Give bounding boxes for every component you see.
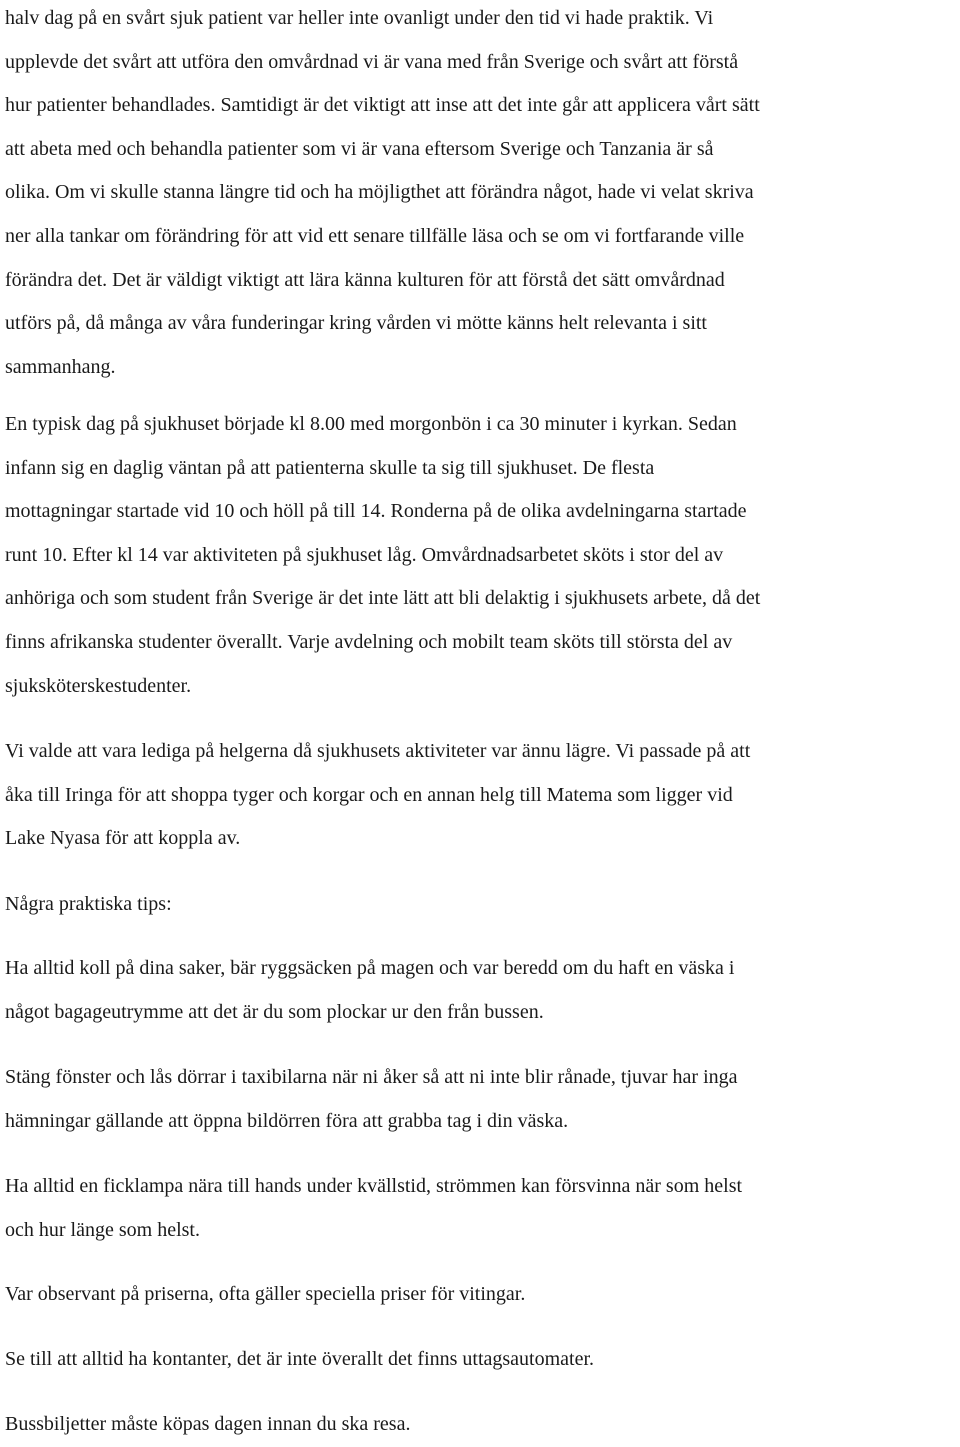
text-line: att abeta med och behandla patienter som vi är vana eftersom Sverige och Tanzania är så <box>5 137 714 160</box>
text-line: och hur länge som helst. <box>5 1218 200 1241</box>
tip-bus-tickets <box>5 1403 960 1447</box>
text-line: Stäng fönster och lås dörrar i taxibilarna när ni åker så att ni inte blir rånade, tjuvar har inga <box>5 1066 738 1088</box>
paragraph-typical-day <box>5 403 960 708</box>
tip-prices <box>5 1273 960 1317</box>
text-line: olika. Om vi skulle stanna längre tid och ha möjligthet att förändra något, hade vi velat skriva <box>5 181 754 204</box>
text-line: Vi valde att vara lediga på helgerna då sjukhusets aktiviteter var ännu lägre. Vi passade på att <box>5 740 751 762</box>
text-line: Några praktiska tips: <box>5 893 172 915</box>
tip-flashlight <box>5 1165 960 1252</box>
text-line: förändra det. Det är väldigt viktigt att lära känna kulturen för att förstå det sätt omvårdnad <box>5 268 725 291</box>
text-line: mottagningar startade vid 10 och höll på till 14. Ronderna på de olika avdelningarna startade <box>5 500 747 523</box>
tip-cash <box>5 1338 960 1382</box>
text-line: något bagageutrymme att det är du som plockar ur den från bussen. <box>5 1000 544 1023</box>
text-line: Bussbiljetter måste köpas dagen innan du ska resa. <box>5 1413 411 1435</box>
text-line: ner alla tankar om förändring för att vid ett senare tillfälle läsa och se om vi fortfarande ville <box>5 224 745 247</box>
paragraph-patient-care <box>5 0 960 389</box>
text-line: halv dag på en svårt sjuk patient var heller inte ovanligt under den tid vi hade praktik. Vi <box>5 7 714 29</box>
tips-heading <box>5 883 960 927</box>
tip-belongings <box>5 947 960 1034</box>
text-line: utförs på, då många av våra funderingar kring vården vi mötte känns helt relevanta i sitt <box>5 312 707 335</box>
text-line: upplevde det svårt att utföra den omvårdnad vi är vana med från Sverige och svårt att förstå <box>5 50 739 73</box>
text-line: Ha alltid en ficklampa nära till hands under kvällstid, strömmen kan försvinna när som helst <box>5 1175 743 1197</box>
text-line: sjuksköterskestudenter. <box>5 674 192 697</box>
text-line: Var observant på priserna, ofta gäller speciella priser för vitingar. <box>5 1283 526 1305</box>
text-line: runt 10. Efter kl 14 var aktiviteten på sjukhuset låg. Omvårdnadsarbetet sköts i stor del av <box>5 543 724 566</box>
text-line: sammanhang. <box>5 355 116 378</box>
text-line: åka till Iringa för att shoppa tyger och korgar och en annan helg till Matema som ligger vid <box>5 783 733 806</box>
text-line: infann sig en daglig väntan på att patienterna skulle ta sig till sjukhuset. De flesta <box>5 456 655 479</box>
text-line: finns afrikanska studenter överallt. Varje avdelning och mobilt team sköts till största del av <box>5 630 733 653</box>
text-line: Se till att alltid ha kontanter, det är inte överallt det finns uttagsautomater. <box>5 1348 595 1370</box>
tip-taxi <box>5 1056 960 1143</box>
text-line: En typisk dag på sjukhuset började kl 8.00 med morgonbön i ca 30 minuter i kyrkan. Sedan <box>5 413 737 435</box>
text-line: hämningar gällande att öppna bildörren föra att grabba tag i din väska. <box>5 1109 569 1132</box>
text-line: hur patienter behandlades. Samtidigt är det viktigt att inse att det inte går att applicera vårt sätt <box>5 94 760 117</box>
text-line: Ha alltid koll på dina saker, bär ryggsäcken på magen och var beredd om du haft en väska i <box>5 957 735 979</box>
paragraph-weekends <box>5 730 960 861</box>
text-line: anhöriga och som student från Sverige är det inte lätt att bli delaktig i sjukhusets arbete, då det <box>5 587 761 610</box>
text-line: Lake Nyasa för att koppla av. <box>5 827 241 850</box>
